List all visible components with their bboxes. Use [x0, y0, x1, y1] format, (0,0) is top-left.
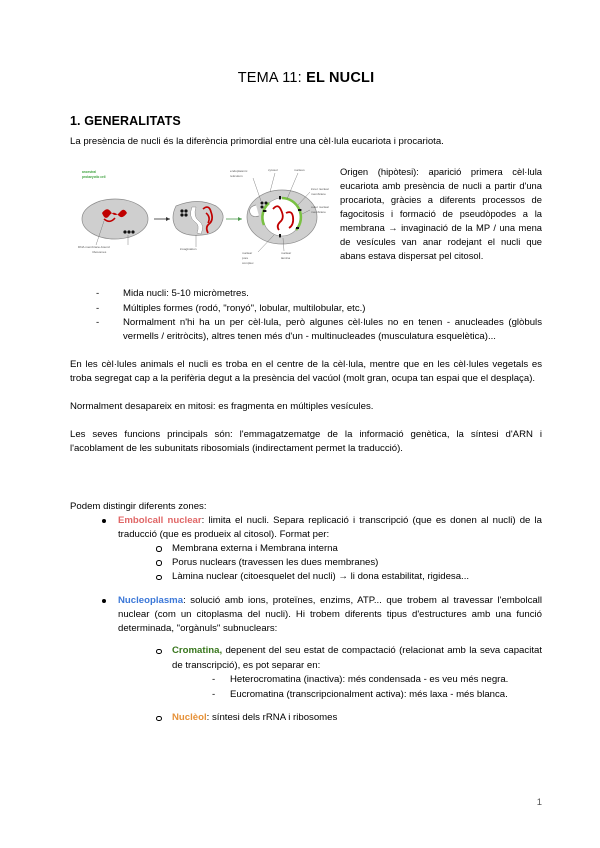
svg-text:reticulum: reticulum — [230, 173, 243, 178]
list-item: - Eucromatina (transcripcionalment activa): més laxa - més blanca. — [210, 688, 542, 702]
svg-text:invagination: invagination — [180, 246, 197, 251]
title-prefix: TEMA 11: — [237, 70, 307, 86]
section-heading-generalitats: 1. GENERALITATS — [70, 114, 181, 128]
origin-hypothesis-text: Origen (hipòtesi): aparició primera cèl·lula eucariota amb presència de nucli a partir d'una procariota, gràcies a diferents processos de fagocitosis i formació de pseudòpodes a la membrana → invaginació de la MP / una mena de vesícules van anar rodejant el nucli que abans estava dispersat pel citosol. — [340, 165, 542, 262]
page-title — [70, 70, 542, 86]
zone-nucleoplasma — [100, 594, 542, 726]
term-nucleol: Nuclèol — [172, 712, 207, 724]
svg-text:nucleus: nucleus — [294, 167, 305, 172]
svg-text:DNA membrane-bound: DNA membrane-bound — [78, 244, 110, 249]
svg-text:outer nuclear: outer nuclear — [311, 204, 330, 209]
term-cromatina: Cromatina, — [172, 645, 223, 657]
nucleus-origin-diagram — [70, 161, 332, 273]
section-intro-text: La presència de nucli és la diferència primordial entre una cèl·lula eucariota i procariota. — [70, 136, 444, 147]
paragraph-mitosis: Normalment desapareix en mitosi: es fragmenta en múltiples vesícules. — [70, 401, 374, 413]
cromatina-types-list — [172, 673, 542, 702]
svg-text:endoplasmic: endoplasmic — [230, 168, 248, 173]
term-nucleol-description: : síntesi dels rRNA i ribosomes — [206, 712, 338, 724]
svg-text:cytosol: cytosol — [268, 167, 278, 172]
svg-text:nuclear: nuclear — [281, 250, 292, 255]
svg-text:membrane: membrane — [311, 209, 326, 214]
list-item: Làmina nuclear (citoesquelet del nucli) → li dona estabilitat, rigidesa... — [154, 570, 542, 584]
list-item: - Heterocromatina (inactiva): més condensada - es veu més negra. — [210, 673, 542, 687]
term-embolcall-description: : limita el nucli. Separa replicació i transcripció (que es donen al nucli) de la traducció (que es produeix al citosol). Format per: — [118, 514, 542, 540]
term-embolcall-nuclear: Embolcall nuclear — [118, 514, 202, 526]
nucleus-facts-list — [70, 287, 542, 345]
svg-text:complex: complex — [242, 260, 254, 265]
paragraph-cell-location: En les cèl·lules animals el nucli es troba en el centre de la cèl·lula, mentre que en les cèl·lules vegetals es troba segregat cap a la perifèria degut a la presència del vacúol (molt gran, ocupa tan espai que el desplaça). — [70, 359, 542, 385]
figure-and-origin-row — [70, 161, 542, 273]
zones-intro-text: Podem distingir diferents zones: — [70, 500, 207, 512]
structure-nucleol — [154, 711, 542, 725]
nucleoplasma-structures-list-continued — [118, 711, 542, 725]
term-nucleoplasma-description: : solució amb ions, proteïnes, enzims, ATP... que trobem al travessar l'embolcall nuclear (com un citoplasma del nucli). Hi trobem diferents tipus d'estructures amb una funció determinada, "orgànuls" subnuclears: — [118, 594, 542, 634]
svg-text:inner nuclear: inner nuclear — [311, 186, 329, 191]
svg-text:ribosomes: ribosomes — [92, 249, 107, 254]
svg-text:ancestral: ancestral — [82, 169, 96, 174]
list-item: - Múltiples formes (rodó, "ronyó", lobular, multilobular, etc.) — [96, 302, 542, 316]
nucleoplasma-structures-list — [118, 644, 542, 702]
term-cromatina-description: depenent del seu estat de compactació (relacionat amb la seva capacitat de transcripció), es pot separar en: — [172, 645, 542, 671]
title-main: EL NUCLI — [306, 70, 375, 86]
structure-cromatina — [154, 644, 542, 702]
svg-text:prokaryotic cell: prokaryotic cell — [82, 174, 106, 179]
zones-list-continued — [70, 594, 542, 726]
svg-text:membrane: membrane — [311, 191, 326, 196]
zone-embolcall-nuclear — [100, 514, 542, 585]
list-item: Porus nuclears (travessen les dues membranes) — [154, 556, 542, 570]
list-item: - Normalment n'hi ha un per cèl·lula, però algunes cèl·lules no en tenen - anucleades (glòbuls vermells / eritròcits), altres tenen més d'un - multinucleades (musculatura esquelètica)... — [96, 316, 542, 344]
embolcall-components-list — [118, 542, 542, 585]
svg-text:pore: pore — [242, 255, 249, 260]
zones-list — [70, 514, 542, 585]
paragraph-functions: Les seves funcions principals són: l'emmagatzematge de la informació genètica, la síntesi d'ARN i l'acoblament de les subunitats ribosomials (indirectament permet la traducció). — [70, 428, 542, 454]
list-item: Membrana externa i Membrana interna — [154, 542, 542, 556]
svg-text:lamina: lamina — [281, 255, 291, 260]
svg-text:nuclear: nuclear — [242, 250, 253, 255]
page-number: 1 — [536, 797, 542, 808]
term-nucleoplasma: Nucleoplasma — [118, 594, 184, 606]
list-item: - Mida nucli: 5-10 micròmetres. — [96, 287, 542, 301]
